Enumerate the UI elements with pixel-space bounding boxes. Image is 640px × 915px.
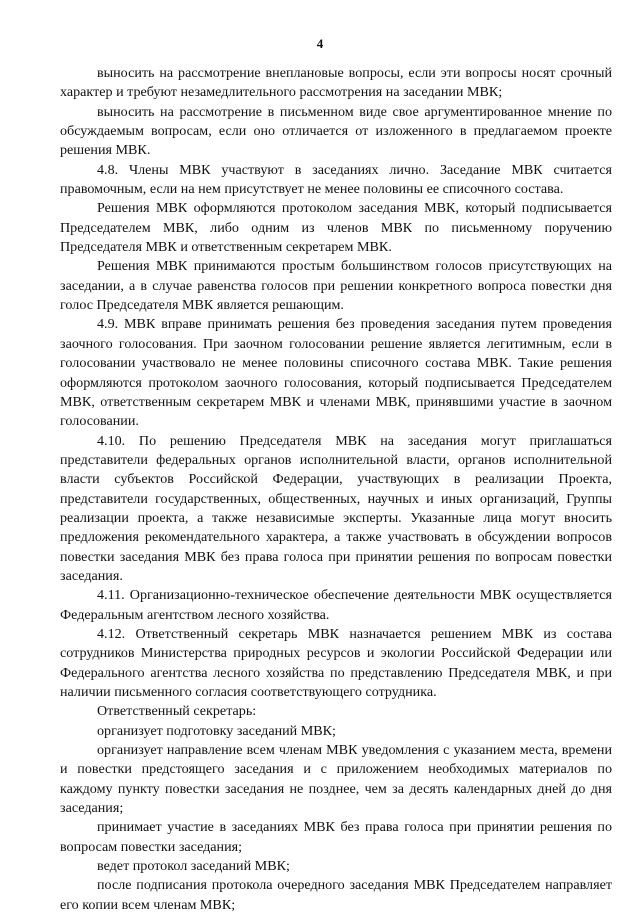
paragraph-12: организует направление всем членам МВК уведомления с указанием места, времени и повестки предстоящего заседания и с приложением необходимых материалов по каждому пункту повестки заседания не позднее, чем за десять календарных дней до дня заседания; — [60, 742, 612, 817]
paragraph-14: ведет протокол заседаний МВК; — [97, 858, 290, 875]
document-body — [60, 64, 612, 915]
paragraph-7: 4.10. По решению Председателя МВК на заседания могут приглашаться представители федеральных органов исполнительной власти, органов исполнительной власти субъектов Российской Федерации, участвующих в реализации Проекта, представители государственных, общественных, научных и иных организаций, Группы реализации проекта, а также независимые эксперты. Указанные лица могут вносить предложения рекомендательного характера, а также участвовать в обсуждении вопросов повестки заседания МВК без права голоса при принятии решения по вопросам повестки заседания. — [60, 432, 612, 584]
paragraph-15: после подписания протокола очередного заседания МВК Председателем направляет его копии всем членам МВК; — [60, 877, 612, 913]
paragraph-1: выносить на рассмотрение внеплановые вопросы, если эти вопросы носят срочный характер и требуют незамедлительного рассмотрения на заседании МВК; — [60, 65, 612, 101]
paragraph-2: выносить на рассмотрение в письменном виде свое аргументированное мнение по обсуждаемым вопросам, если оно отличается от изложенного в предлагаемом проекте решения МВК. — [60, 103, 612, 159]
paragraph-10: Ответственный секретарь: — [97, 703, 257, 720]
paragraph-8: 4.11. Организационно-техническое обеспечение деятельности МВК осуществляется Федеральным агентством лесного хозяйства. — [60, 587, 612, 623]
paragraph-9: 4.12. Ответственный секретарь МВК назначается решением МВК из состава сотрудников Министерства природных ресурсов и экологии Российской Федерации или Федерального агентства лесного хозяйства по представлению Председателя МВК, и при наличии письменного согласия соответствующего сотрудника. — [60, 625, 612, 700]
paragraph-5: Решения МВК принимаются простым большинством голосов присутствующих на заседании, а в случае равенства голосов при решении конкретного вопроса повестки дня голос Председателя МВК является решающим. — [60, 258, 612, 314]
paragraph-13: принимает участие в заседаниях МВК без права голоса при принятии решения по вопросам повестки заседания; — [60, 819, 612, 855]
page-number: 4 — [316, 36, 324, 51]
paragraph-4: Решения МВК оформляются протоколом заседания МВК, который подписывается Председателем МВК, либо одним из членов МВК по письменному поручению Председателя МВК и ответственным секретарем МВК. — [60, 200, 612, 256]
paragraph-11: организует подготовку заседаний МВК; — [97, 722, 336, 739]
paragraph-3: 4.8. Члены МВК участвуют в заседаниях лично. Заседание МВК считается правомочным, если на нем присутствует не менее половины ее списочного состава. — [60, 161, 612, 198]
paragraph-6: 4.9. МВК вправе принимать решения без проведения заседания путем проведения заочного голосования. При заочном голосовании решение является легитимным, если в голосовании участвовало не менее половины списочного состава МВК. Такие решения оформляются протоколом заочного голосования, который подписывается Председателем МВК, ответственным секретарем МВК и членами МВК, принявшими участие в заочном голосовании. — [60, 316, 612, 430]
